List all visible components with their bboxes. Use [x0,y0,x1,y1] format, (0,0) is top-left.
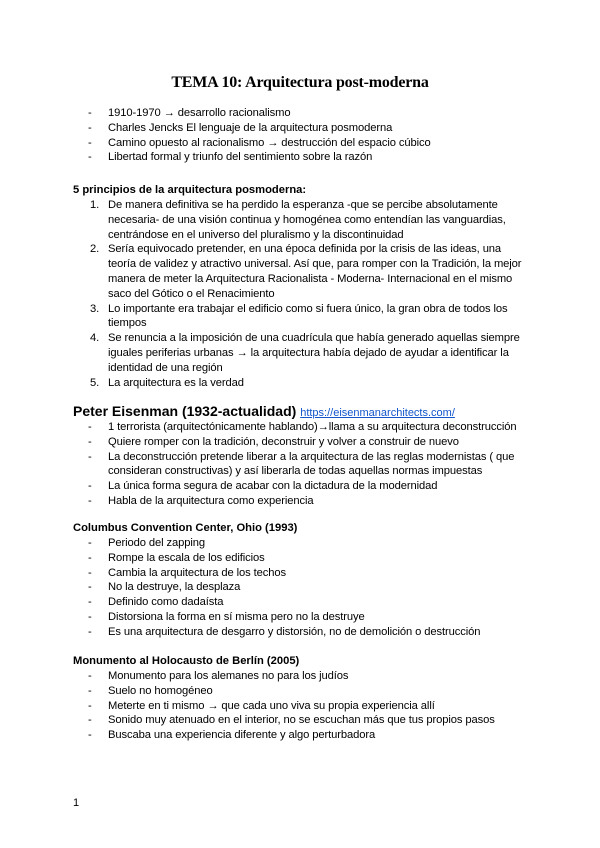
list-item: - Habla de la arquitectura como experiencia [88,494,314,507]
list-item: - Libertad formal y triunfo del sentimiento sobre la razón [88,151,373,164]
list-item: - Distorsiona la forma en sí misma pero no la destruye [88,610,365,623]
list-item: - Quiere romper con la tradición, deconstruir y volver a construir de nuevo [88,435,459,448]
list-item: 3. Lo importante era trabajar el edificio como si fuera único, la gran obra de todos los tiempos [90,302,508,330]
list-item: - 1 terrorista (arquitectónicamente hablando)→llama a su arquitectura deconstrucción [88,421,517,433]
list-item: - La deconstrucción pretende liberar a la arquitectura de las reglas modernistas ( que consideran constructivas) y así liberarla de todas aquellas normas impuestas [88,450,515,478]
eisenman-list [88,420,538,509]
list-item: 1. De manera definitiva se ha perdido la esperanza -que se percibe absolutamente necesaria- de una visión continua y homogénea como entendían las vanguardias, centrándose en el universo del pluralismo y la discontinuidad [90,199,506,241]
page-number: 1 [73,797,80,809]
list-item: 2. Sería equivocado pretender, en una época definida por la crisis de las ideas, una teoría de validez y atractivo universal. Así que, para romper con la Tradición, la mejor manera de meter la Arquitectura Racionalista - Moderna- Internacional en el mismo saco del Gótico o el Renacimiento [90,243,522,300]
list-item: - No la destruye, la desplaza [88,581,241,594]
principles-list [90,198,526,390]
eisenman-link[interactable]: https://eisenmanarchitects.com/ [300,407,455,419]
intro-list [88,106,538,165]
columbus-heading: Columbus Convention Center, Ohio (1993) [73,522,298,534]
holocausto-list [88,669,538,743]
list-item: - Sonido muy atenuado en el interior, no se escuchan más que tus propios pasos [88,714,495,727]
list-item: - Periodo del zapping [88,537,205,549]
list-item: - Suelo no homogéneo [88,684,213,697]
list-item: 4. Se renuncia a la imposición de una cuadrícula que había generado aquellas siempre iguales periferias urbanas → la arquitectura había dejado de ayudar a identificar la identidad de una región [90,332,520,374]
list-item: - Buscaba una experiencia diferente y algo perturbadora [88,729,376,742]
list-item: 5. La arquitectura es la verdad [90,376,244,389]
eisenman-heading [73,402,455,422]
list-item: - Es una arquitectura de desgarro y distorsión, no de demolición o destrucción [88,625,481,638]
list-item: - Monumento para los alemanes no para los judíos [88,670,349,682]
list-item: - Cambia la arquitectura de los techos [88,566,286,579]
holocausto-heading: Monumento al Holocausto de Berlín (2005) [73,655,300,667]
columbus-list [88,536,538,640]
list-item: - Meterte en ti mismo → que cada uno viva su propia experiencia allí [88,699,435,712]
list-item: - Definido como dadaísta [88,596,224,609]
list-item: - Camino opuesto al racionalismo → destrucción del espacio cúbico [88,136,431,149]
list-item: - La única forma segura de acabar con la dictadura de la modernidad [88,480,438,493]
list-item: - Rompe la escala de los edificios [88,551,265,564]
principles-heading: 5 principios de la arquitectura posmoderna: [73,184,307,196]
list-item: - 1910-1970 → desarrollo racionalismo [88,107,291,119]
list-item: - Charles Jencks El lenguaje de la arquitectura posmoderna [88,121,393,134]
eisenman-name: Peter Eisenman (1932-actualidad) [73,403,297,419]
page-title: TEMA 10: Arquitectura post-moderna [171,74,429,91]
